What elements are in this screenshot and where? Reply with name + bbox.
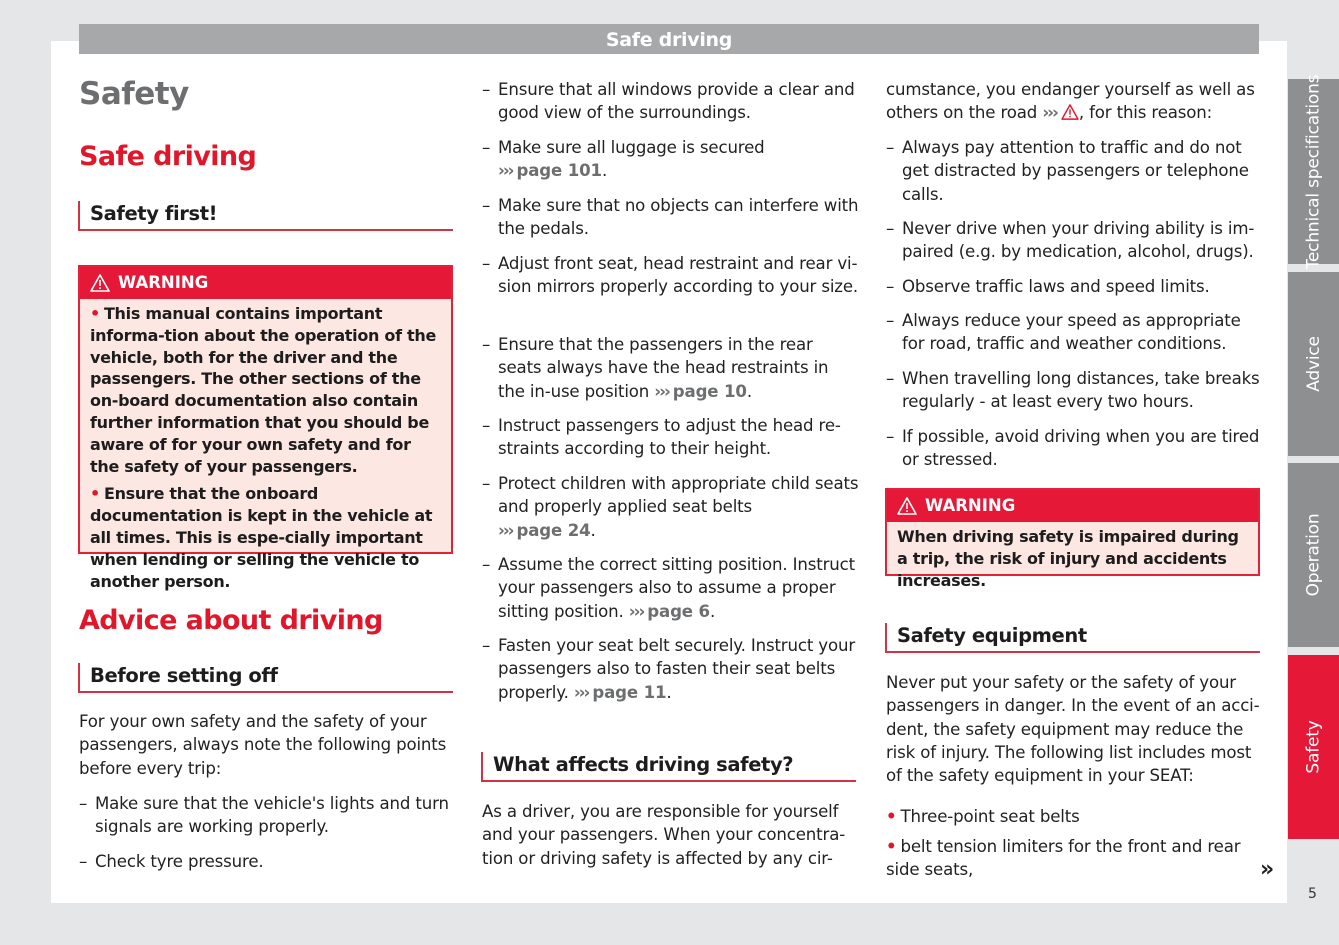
warning-triangle-icon: [90, 274, 110, 292]
warning-body: [887, 522, 1258, 602]
subheading-safety-equipment: Safety equipment: [885, 623, 1260, 653]
list-item: • belt tension limiters for the front and rear side seats,: [886, 837, 1241, 880]
list-item: – Ensure that all windows provide a clear and good view of the surroundings.: [482, 80, 855, 123]
list-item: – Observe traffic laws and speed limits.: [886, 277, 1210, 296]
list-item: – Make sure that no objects can interfere with the pedals.: [482, 196, 859, 239]
list-item: – Adjust front seat, head restraint and rear vi-sion mirrors properly according to your size.: [482, 254, 859, 297]
page-reference-link[interactable]: ››› page 24: [498, 520, 591, 540]
warning-body: [80, 299, 451, 603]
bullet-icon: •: [90, 484, 100, 504]
continue-next-page-icon: »: [1260, 857, 1272, 882]
warning-label: WARNING: [925, 496, 1016, 515]
chapter-title: Safety: [79, 76, 189, 112]
page-reference-link[interactable]: ››› page 10: [654, 381, 747, 401]
warning-header: [80, 267, 451, 299]
page-reference-link[interactable]: ››› page 6: [628, 601, 710, 621]
equipment-intro: Never put your safety or the safety of your passengers in danger. In the event of an acci-dent, the safety equipment may reduce the risk of injury. The following list includes most of the safety equipment in your SEAT:: [886, 673, 1260, 786]
list-item: – If possible, avoid driving when you are tired or stressed.: [886, 427, 1260, 470]
list-item: – Make sure all luggage is secured ››› page 101.: [482, 138, 765, 181]
list-item: – Always reduce your speed as appropriate for road, traffic and weather conditions.: [886, 311, 1241, 354]
bullet-icon: •: [886, 837, 897, 856]
warning-label: WARNING: [118, 273, 209, 292]
section-title-safe-driving: Safe driving: [79, 141, 257, 172]
list-item: – Protect children with appropriate child seats and properly applied seat belts ››› page 24.: [482, 474, 859, 540]
list-item: – Instruct passengers to adjust the head re-straints according to their height.: [482, 416, 841, 459]
warning-item: • This manual contains important informa-tion about the operation of the vehicle, both for the driver and the passengers. The other sections of the on-board documentation also contain further information that you should be aware of for your own safety and for the safety of your passengers.: [90, 304, 437, 476]
warning-reference-link[interactable]: ›››: [1042, 103, 1079, 122]
advice-intro: For your own safety and the safety of your passengers, always note the following points before every trip:: [79, 712, 447, 778]
warning-triangle-icon: [1061, 104, 1079, 120]
subheading-safety-first: Safety first!: [78, 201, 453, 231]
tab-operation[interactable]: Operation: [1288, 463, 1339, 647]
page-number: 5: [1308, 886, 1317, 902]
warning-header: [887, 490, 1258, 522]
list-item: – Ensure that the passengers in the rear seats always have the head restraints in the in-use position ››› page 10.: [482, 335, 829, 401]
list-item: – Fasten your seat belt securely. Instruct your passengers also to fasten their seat belts properly. ››› page 11.: [482, 636, 856, 702]
warning-box-documentation: [78, 265, 453, 591]
subheading-what-affects-safety: What affects driving safety?: [481, 752, 856, 782]
subheading-before-setting-off: Before setting off: [78, 663, 453, 693]
bullet-icon: •: [886, 807, 897, 826]
tab-safety[interactable]: Safety: [1288, 655, 1339, 839]
running-header: Safe driving: [79, 24, 1259, 54]
warning-triangle-icon: [897, 497, 917, 515]
tab-technical-specifications[interactable]: Technical specifications: [1288, 79, 1339, 264]
list-item: • Three-point seat belts: [886, 807, 1080, 826]
affects-intro: As a driver, you are responsible for yourself and your passengers. When your concentra-tion or driving safety is affected by any cir-: [482, 802, 846, 868]
warning-text: When driving safety is impaired during a trip, the risk of injury and accidents increases.: [897, 527, 1239, 590]
list-item: – Assume the correct sitting position. Instruct your passengers also to assume a proper sitting position. ››› page 6.: [482, 555, 855, 621]
bullet-icon: •: [90, 304, 100, 323]
list-item: – When travelling long distances, take breaks regularly - at least every two hours.: [886, 369, 1260, 412]
list-item: – Make sure that the vehicle's lights and turn signals are working properly.: [79, 794, 449, 837]
page-reference-link[interactable]: ››› page 11: [573, 682, 667, 702]
page-reference-link[interactable]: ››› page 101: [498, 161, 602, 181]
list-item: – Never drive when your driving ability is im-paired (e.g. by medication, alcohol, drugs).: [886, 219, 1255, 262]
list-item: – Check tyre pressure.: [79, 852, 264, 871]
list-item: – Always pay attention to traffic and do not get distracted by passengers or telephone calls.: [886, 138, 1249, 204]
warning-box-impaired-safety: [885, 488, 1260, 590]
warning-item: • Ensure that the onboard documentation is kept in the vehicle at all times. This is espe-cially important when lending or selling the vehicle to another person.: [90, 484, 433, 591]
affects-intro-continued: cumstance, you endanger yourself as well as others on the road ››› , for this reason:: [886, 80, 1255, 123]
tab-advice[interactable]: Advice: [1288, 272, 1339, 456]
section-title-advice: Advice about driving: [79, 605, 383, 636]
